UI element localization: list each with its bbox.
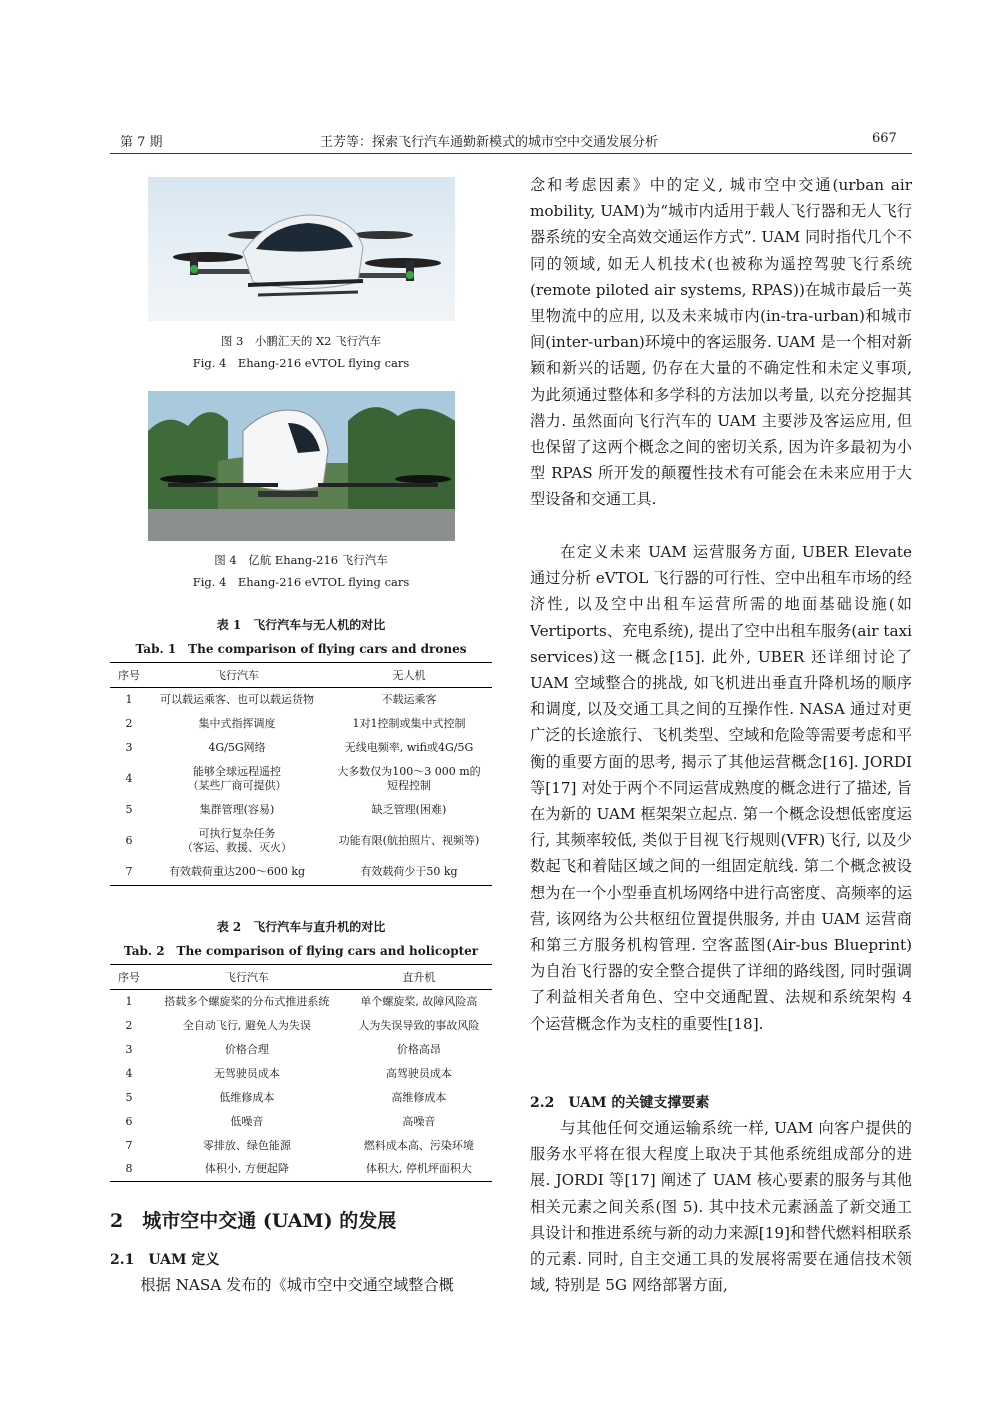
table-cell: 有效载荷重达200～600 kg — [168, 865, 306, 879]
table-cell: 体积大, 停机坪面积大 — [365, 1162, 472, 1176]
table-cell: 人为失误导致的事故风险 — [358, 1018, 480, 1032]
table-cell: 集中式指挥调度 — [198, 716, 276, 730]
table-cell: 高驾驶员成本 — [385, 1066, 452, 1080]
table-cell: 能够全球远程遥控 （某些厂商可提供） — [187, 764, 287, 792]
section-2-2-heading: 2.2 UAM 的关键支撑要素 — [530, 1095, 710, 1111]
section-2-heading: 2 城市空中交通 (UAM) 的发展 — [110, 1210, 397, 1232]
running-header-issue: 第 7 期 — [120, 135, 163, 150]
figure-4-caption-en: Fig. 4 Ehang-216 eVTOL flying cars — [192, 575, 410, 589]
table-cell: 搭载多个螺旋桨的分布式推进系统 — [164, 994, 330, 1008]
table-cell: 缺乏管理(困难) — [371, 802, 447, 816]
table-cell: 1 — [125, 692, 133, 706]
table-1 — [110, 662, 492, 886]
table-header-cell: 序号 — [110, 965, 148, 990]
table-cell: 低维修成本 — [219, 1090, 275, 1104]
table-2 — [110, 964, 492, 1182]
section-2-1-heading: 2.1 UAM 定义 — [110, 1252, 220, 1268]
table-cell: 零排放、绿色能源 — [202, 1138, 291, 1152]
figure-3-caption-zh: 图 3 小鹏汇天的 X2 飞行汽车 — [220, 334, 382, 348]
table-cell: 可以载运乘客、也可以载运货物 — [159, 692, 314, 706]
table-cell: 6 — [125, 833, 133, 847]
table-cell: 高维修成本 — [391, 1090, 447, 1104]
table-cell: 功能有限(航拍照片、视频等) — [338, 833, 480, 847]
table-cell: 6 — [125, 1114, 133, 1128]
table-cell: 高噪音 — [402, 1114, 436, 1128]
figure-3-image — [148, 177, 455, 321]
body-paragraph-2: 在定义未来 UAM 运营服务方面, UBER Elevate 通过分析 eVTOL 飞行器的可行性、空中出租车市场的经济性, 以及空中出租车运营所需的地面基础设施(如 Vertiports、充电系统), 提出了空中出租车服务(air taxi services)这一概念[15]. 此外, UBER 还详细讨论了 UAM 空域整合的挑战, 如飞机进出垂直升降机场的顺序和调度, 以及交通工具之间的互操作性. NASA 通过对更广泛的长途旅行、飞机类型、空域和危险等需要考虑和平衡的重要方面的思考, 揭示了其他运营概念[16]. JORDI 等[17] 对处于两个不同运营成熟度的概念进行了描述, 旨在为新的 UAM 框架架立起点. 第一个概念设想低密度运行, 其频率较低, 类似于目视飞行规则(VFR)飞行, 以及少数起飞和着陆区域之间的一组固定航线. 第二个概念被设想为在一个小型垂直机场网络中进行高密度、高频率的运营, 该网络为公共枢纽位置提供服务, 并由 UAM 运营商和第三方服务机构管理. 空客蓝图(Air-bus Blueprint)为自治飞行器的安全整合提供了详细的路线图, 同时强调了利益相关者角色、空中交通配置、法规和系统架构 4 个运营概念作为支柱的重要性[18]. — [530, 543, 912, 1033]
page-number: 667 — [872, 131, 897, 146]
table-header-cell: 直升机 — [346, 965, 492, 990]
table-cell: 全自动飞行, 避免人为失误 — [182, 1018, 311, 1032]
table-cell: 燃料成本高、污染环境 — [363, 1138, 474, 1152]
table-cell: 1 — [125, 994, 133, 1008]
header-rule — [110, 153, 912, 154]
figure-3-caption-en: Fig. 4 Ehang-216 eVTOL flying cars — [192, 356, 410, 370]
table-header-cell: 飞行汽车 — [148, 965, 346, 990]
table-cell: 5 — [125, 802, 133, 816]
table-header-cell: 飞行汽车 — [148, 663, 326, 688]
body-paragraph-3: 与其他任何交通运输系统一样, UAM 向客户提供的服务水平将在很大程度上取决于其他系统组成部分的进展. JORDI 等[17] 阐述了 UAM 核心要素的服务与其他相关元素之间关系(图 5). 其中技术元素涵盖了新交通工具设计和推进系统与新的动力来源[19]和替代燃料相联系的元素. 同时, 自主交通工具的发展将需要在通信技术领域, 特别是 5G 网络部署方面, — [530, 1119, 912, 1295]
body-paragraph-1: 念和考虑因素》中的定义, 城市空中交通(urban air mobility, UAM)为“城市内适用于载人飞行器和无人飞行器系统的安全高效交通运作方式”. UAM 同时指代几个不同的领域, 如无人机技术(也被称为遥控驾驶飞行系统(remote piloted air systems, RPAS))在城市最后一英里物流中的应用, 以及未来城市内(in-tra-urban)和城市间(inter-urban)环境中的客运服务. UAM 是一个相对新颖和新兴的话题, 仍存在大量的不确定性和未定义事项, 为此须通过整体和多学科的方法加以考量, 以充分挖掘其潜力. 虽然面向飞行汽车的 UAM 主要涉及客运应用, 但也保留了这两个概念之间的密切关系, 因为许多最初为小型 RPAS 所开发的颠覆性技术有可能会在未来应用于大型设备和交通工具. — [530, 176, 912, 509]
table-header-cell: 无人机 — [326, 663, 492, 688]
table-1-caption-zh: 表 1 飞行汽车与无人机的对比 — [216, 618, 386, 632]
table-cell: 无线电频率, wifi或4G/5G — [344, 740, 474, 754]
table-cell: 8 — [125, 1162, 133, 1176]
table-cell: 5 — [125, 1090, 133, 1104]
table-1-caption-en: Tab. 1 The comparison of flying cars and drones — [135, 642, 467, 656]
table-cell: 1对1控制或集中式控制 — [352, 716, 466, 730]
section-2-1-paragraph: 根据 NASA 发布的《城市空中交通空域整合概 — [140, 1276, 454, 1294]
table-cell: 价格高昂 — [396, 1042, 441, 1056]
table-cell: 集群管理(容易) — [199, 802, 275, 816]
table-header-cell: 序号 — [110, 663, 148, 688]
table-cell: 4G/5G网络 — [208, 740, 266, 754]
table-2-caption-en: Tab. 2 The comparison of flying cars and holicopter — [123, 944, 479, 958]
table-cell: 2 — [125, 716, 133, 730]
table-cell: 低噪音 — [230, 1114, 264, 1128]
table-cell: 3 — [125, 1042, 133, 1056]
running-header-title: 王芳等：探索飞行汽车通勤新模式的城市空中交通发展分析 — [320, 135, 659, 150]
figure-4-image — [148, 391, 455, 541]
table-cell: 无驾驶员成本 — [213, 1066, 280, 1080]
figure-4-caption-zh: 图 4 亿航 Ehang-216 飞行汽车 — [214, 553, 388, 567]
table-cell: 2 — [125, 1018, 133, 1032]
table-cell: 大多数仅为100～3 000 m的 短程控制 — [337, 764, 481, 792]
table-cell: 不载运乘客 — [381, 692, 437, 706]
table-cell: 7 — [125, 1138, 133, 1152]
table-cell: 7 — [125, 865, 133, 879]
table-cell: 有效载荷少于50 kg — [360, 865, 458, 879]
table-cell: 3 — [125, 740, 133, 754]
table-2-caption-zh: 表 2 飞行汽车与直升机的对比 — [216, 920, 386, 934]
table-cell: 价格合理 — [224, 1042, 269, 1056]
table-cell: 体积小, 方便起降 — [204, 1162, 289, 1176]
table-cell: 4 — [125, 771, 133, 785]
table-cell: 可执行复杂任务 （客运、救援、灭火） — [181, 826, 292, 854]
table-cell: 单个螺旋桨, 故障风险高 — [360, 994, 478, 1008]
table-cell: 4 — [125, 1066, 133, 1080]
